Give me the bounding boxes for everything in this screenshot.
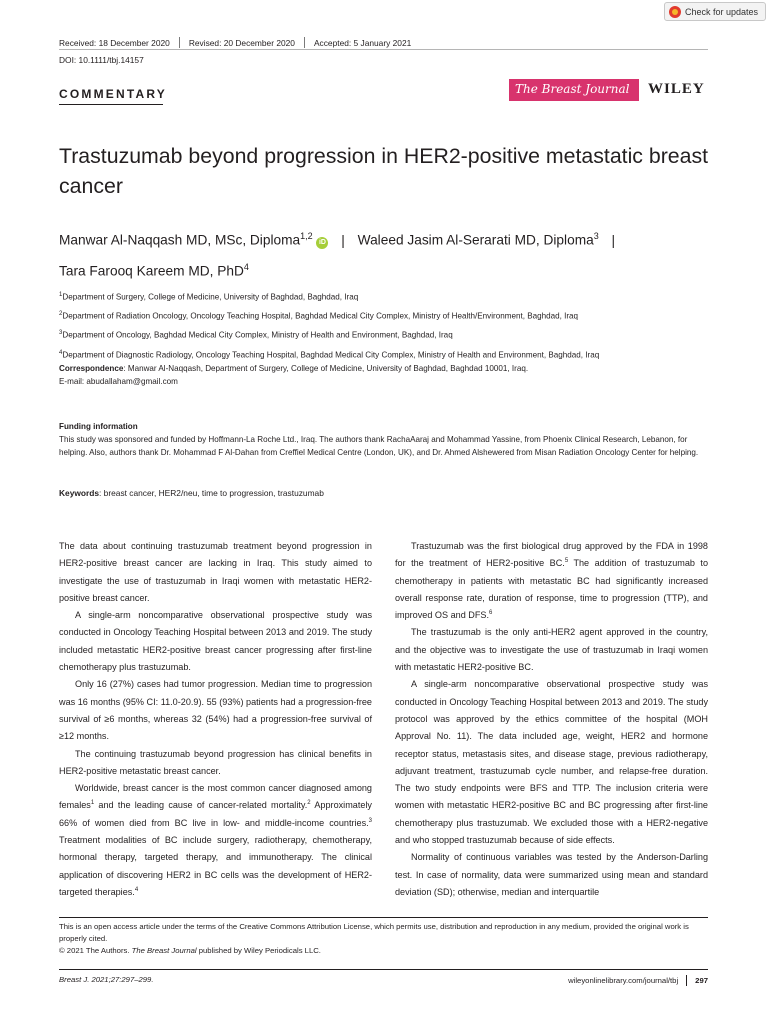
affiliation-text: Department of Oncology, Baghdad Medical City Complex, Ministry of Health and Environment, Baghdad, Iraq [62,331,453,341]
copyright-line [59,945,709,957]
funding-text: This study was sponsored and funded by Hoffmann-La Roche Ltd., Iraq. The authors thank RachaAaraj and Mohammad Yassine, from Phoenix Clinical Research, Lebanon, for helping. Also, authors thank Dr. Mohammad F Al-Dahan from Creffiel Medical Centre (London, UK), and Dr. Ahmed Alshewered from Misan Radiation Oncology Center for helping. [59,435,699,457]
affiliation-item [59,325,709,344]
paragraph: The trastuzumab is the only anti-HER2 agent approved in the country, and the objective was to investigate the use of trastuzumab in Iraqi women with metastatic HER2-positive BC. [395,627,708,673]
author-name: Tara Farooq Kareem MD, PhD [59,263,244,279]
paragraph-text: Treatment modalities of BC include surgery, radiotherapy, chemotherapy, hormonal therapy, targeted therapy, and immunotherapy. The clinical application of discovering HER2 in BC cells was the development of HER2-targeted therapies. [59,835,372,897]
doi-link[interactable]: DOI: 10.1111/tbj.14157 [59,55,144,65]
journal-logo: The Breast Journal [509,79,639,101]
paragraph-text: Approximately 66% of women died from BC live in low- and middle-income countries. [59,800,372,828]
author-separator: | [341,232,345,248]
received-date: Received: 18 December 2020 [59,37,170,48]
article-dates [59,37,411,48]
check-for-updates-button[interactable] [664,2,766,21]
orcid-icon[interactable]: iD [316,237,328,249]
publisher-logo: WILEY [648,81,705,97]
citation-ref[interactable]: 2 [307,800,311,807]
affiliation-item [59,345,709,364]
paragraph [59,780,372,901]
funding-heading: Funding information [59,422,138,431]
keywords-label: Keywords [59,488,100,498]
footer-citation: Breast J. 2021;27:297–299. [59,975,154,984]
paragraph-text: The addition of trastuzumab to chemotherapy in patients with metastatic BC had significantly increased overall response rate, duration of response, time to progression (TTP), and improved OS and DFS. [395,558,708,621]
affiliation-text: Department of Surgery, College of Medicine, University of Baghdad, Baghdad, Iraq [62,292,359,302]
date-separator [179,37,180,48]
affiliation-number: 2 [59,311,63,318]
citation-ref[interactable]: 5 [564,558,569,565]
article-title: Trastuzumab beyond progression in HER2-positive metastatic breast cancer [59,144,709,198]
citation-ref[interactable]: 3 [368,817,372,824]
paragraph: The continuing trastuzumab beyond progression has clinical benefits in HER2-positive metastatic breast cancer. [59,748,372,776]
crossmark-icon [669,6,681,18]
paragraph-text: Worldwide, breast cancer is the most common cancer diagnosed among females [59,783,372,811]
affiliation-text: Department of Diagnostic Radiology, Oncology Teaching Hospital, Baghdad Medical City Complex, Ministry of Health and Environment, Baghdad, Iraq [62,350,600,360]
author-name: Waleed Jasim Al-Serarati MD, Diploma [357,232,594,248]
date-separator [304,37,305,48]
author-list [59,223,709,284]
correspondence-email[interactable]: E-mail: abudallaham@gmail.com [59,377,178,386]
paragraph-text: Trastuzumab was the first biological drug approved by the FDA in 1998 for the treatment of HER2-positive BC. [395,541,708,569]
funding-information [59,420,709,459]
paragraph: A single-arm noncomparative observational prospective study was conducted in Oncology Teaching Hospital between 2013 and 2019. The study included metastatic HER2-positive breast cancer progressing after first-line chemotherapy plus trastuzumab. [59,610,372,673]
paragraph: A single-arm noncomparative observational prospective study was conducted in Oncology Teaching Hospital between 2013 and 2019. The study protocol was approved by the ethics committee of the hospital (MOH Approval No. 11). The data included age, weight, HER2 and hormone receptor status, metastasis sites, and disease stage, previous radiotherapy, adjuvant treatment, trastuzumab cycle number, and relapse-free duration. The two study endpoints were BFS and TTP. The inclusion criteria were women with metastatic HER2-positive BC and BC progressing after first-line chemotherapy plus trastuzumab. We excluded those with a HER2-negative and who stopped trastuzumab because of side effects. [395,679,708,846]
journal-url[interactable]: wileyonlinelibrary.com/journal/tbj [568,976,679,985]
license-notice [59,921,709,957]
author-separator: | [611,232,616,248]
footer-separator [686,975,687,986]
author-affiliation-ref: 4 [243,261,249,272]
keywords-text: : breast cancer, HER2/neu, time to progression, trastuzumab [99,488,324,498]
license-text: This is an open access article under the terms of the Creative Commons Attribution License, which permits use, distribution and reproduction in any medium, provided the original work is properly cited. [59,922,689,943]
paragraph: The data about continuing trastuzumab treatment beyond progression in HER2-positive breast cancer are lacking in Iraq. This study aimed to investigate the use of trastuzumab in Iraqi women with metastatic HER2-positive breast cancer. [59,541,372,603]
section-label: COMMENTARY [59,87,167,101]
citation-ref[interactable]: 1 [90,800,95,807]
keywords [59,488,709,498]
affiliation-number: 1 [59,292,63,298]
correspondence-text: : Manwar Al-Naqqash, Department of Surgery, College of Medicine, University of Baghdad, Baghdad 10001, Iraq. [123,364,529,373]
affiliation-number: 3 [59,330,63,337]
body-column-right [395,538,708,901]
check-for-updates-label: Check for updates [685,6,759,17]
footer-divider [59,969,708,970]
affiliations [59,287,709,364]
citation-ref[interactable]: 6 [489,610,493,617]
author-affiliation-ref: 1,2 [300,231,313,241]
author-name: Manwar Al-Naqqash MD, MSc, Diploma [59,232,301,248]
author-affiliation-ref: 3 [593,231,599,241]
accepted-date: Accepted: 5 January 2021 [313,37,412,48]
citation-ref[interactable]: 4 [134,886,139,893]
paragraph: Normality of continuous variables was tested by the Anderson-Darling test. In case of normality, data were summarized using mean and standard deviation (SD); otherwise, median and interquartile [395,852,708,897]
affiliation-text: Department of Radiation Oncology, Oncology Teaching Hospital, Baghdad Medical City Complex, Ministry of Health/Environment, Baghdad, Iraq [62,311,579,321]
footer-right [568,975,708,986]
license-divider [59,917,708,918]
header-divider [59,49,708,50]
body-column-left [59,538,372,901]
paragraph [395,538,708,624]
affiliation-item [59,306,709,325]
affiliation-item [59,287,709,306]
section-underline [59,104,163,105]
affiliation-number: 4 [59,349,63,356]
page-number: 297 [695,976,708,985]
copyright-journal: The Breast Journal [131,946,197,955]
copyright-text: published by Wiley Periodicals LLC. [196,946,321,955]
correspondence [59,362,709,388]
paragraph-text: and the leading cause of cancer-related mortality. [94,800,308,811]
revised-date: Revised: 20 December 2020 [188,37,295,48]
correspondence-label: Correspondence [59,364,124,373]
copyright-text: © 2021 The Authors. [59,946,132,955]
paragraph: Only 16 (27%) cases had tumor progression. Median time to progression was 16 months (95% CI: 11.0-20.9). 55 (93%) patients had a progression-free survival of ≥6 months, whereas 32 (54%) had a progression-free survival of ≥12 months. [59,679,372,742]
